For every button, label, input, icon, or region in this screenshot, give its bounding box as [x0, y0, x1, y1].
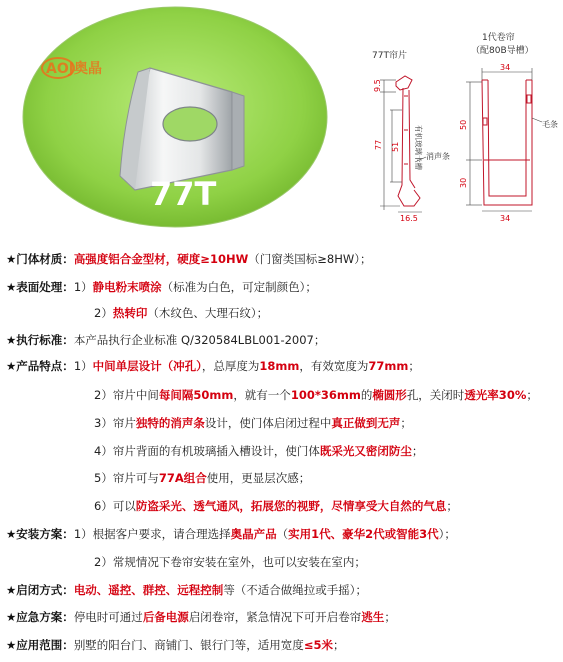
highlight-text: 18mm: [259, 359, 300, 373]
spec-text: （木纹色、大理石纹）；: [147, 306, 269, 320]
spec-label: ★启闭方式：: [6, 583, 74, 597]
highlight-text: 透光率30%: [464, 388, 527, 402]
spec-text: ；: [408, 359, 420, 373]
spec-text: 2）: [94, 306, 113, 320]
highlight-text: 椭圆形: [372, 388, 407, 402]
spec-line: [6, 306, 561, 320]
spec-label: ★表面处理：: [6, 280, 74, 294]
dim-30: 30: [459, 177, 468, 188]
spec-text: 使用，更显层次感；: [206, 471, 311, 485]
spec-label: ★安装方案：: [6, 527, 74, 541]
spec-text: 启闭卷帘，紧急情况下可开启卷帘: [188, 610, 362, 624]
spec-text: （门窗类国标≥8HW）；: [248, 252, 372, 266]
sound-strip-label: 消声条: [426, 152, 450, 161]
spec-line: [6, 610, 561, 624]
highlight-text: 独特的消声条: [135, 416, 205, 430]
spec-line: [6, 527, 561, 541]
inner-groove-label: 有机玻璃卡槽: [414, 125, 423, 170]
spec-text: 5）帘片可与: [94, 471, 159, 485]
spec-text: （: [276, 527, 289, 541]
highlight-text: 逃生: [361, 610, 385, 624]
logo-text: AOJ奥晶: [46, 61, 102, 77]
spec-label: ★门体材质：: [6, 252, 74, 266]
highlight-text: ≤5米: [303, 638, 333, 652]
spec-text: 设计，使门体启闭过程中: [204, 416, 332, 430]
drawing-right-title-1: 1代卷帘: [482, 33, 515, 43]
highlight-text: 每间隔50mm: [158, 388, 234, 402]
spec-label: ★执行标准：: [6, 333, 74, 347]
highlight-text: 奥晶产品: [230, 527, 277, 541]
spec-label: ★应急方案：: [6, 610, 74, 624]
right-dim-lines: [466, 68, 542, 211]
spec-text: ，就有一个: [233, 388, 291, 402]
highlight-text: 高强度铝合金型材，硬度≥10HW: [73, 252, 249, 266]
spec-text: ；: [446, 499, 458, 513]
spec-text: ；: [526, 388, 538, 402]
spec-text: （标准为白色，可定制颜色）；: [161, 280, 317, 294]
model-label: 77T: [150, 175, 217, 213]
spec-text: 别墅的阳台门、商铺门、银行门等，适用宽度: [73, 638, 304, 652]
dim-77: 77: [374, 139, 383, 150]
spec-text: 1）根据客户要求，请合理选择: [73, 527, 231, 541]
spec-text: 的: [360, 388, 373, 402]
spec-line: [6, 638, 561, 652]
spec-label: ★产品特点：: [6, 359, 74, 373]
spec-line: [6, 555, 561, 569]
highlight-text: 实用1代、豪华2代或智能3代: [288, 527, 439, 541]
spec-text: 孔，关闭时: [406, 388, 465, 402]
highlight-text: 防盗采光、透气通风，拓展您的视野，尽情享受大自然的气息: [135, 499, 447, 513]
spec-text: 等（不适合做绳拉或手摇）；: [223, 583, 368, 597]
highlight-text: 真正做到无声: [331, 416, 401, 430]
spec-text: ，总厚度为: [201, 359, 260, 373]
spec-text: 停电时可通过: [73, 610, 143, 624]
spec-text: ；: [400, 416, 412, 430]
drawing-left-title: 77T帘片: [372, 51, 407, 61]
spec-text: ）；: [438, 527, 456, 541]
highlight-text: 100*36mm: [290, 388, 361, 402]
highlight-text: 后备电源: [142, 610, 189, 624]
highlight-text: 热转印: [112, 306, 148, 320]
spec-text: 1）: [73, 280, 93, 294]
highlight-text: 电动、遥控、群控、远程控制: [73, 583, 224, 597]
spec-text: ；: [384, 610, 396, 624]
spec-label: ★应用范围：: [6, 638, 74, 652]
dim-34-top: 34: [500, 63, 511, 72]
dim-50: 50: [459, 119, 468, 130]
spec-line: [6, 583, 561, 597]
spec-line: [6, 280, 561, 294]
highlight-text: 既采光又密闭防尘: [319, 444, 412, 458]
spec-line: [6, 388, 561, 402]
spec-line: [6, 471, 561, 485]
spec-line: [6, 333, 561, 347]
spec-text: ；: [332, 638, 345, 652]
highlight-text: 静电粉末喷涂: [92, 280, 162, 294]
highlight-text: 中间单层设计（冲孔）: [92, 359, 202, 373]
dim-51: 51: [391, 141, 400, 152]
spec-text: 6）可以: [94, 499, 136, 513]
brush-strip-label: 毛条: [542, 120, 558, 129]
drawing-right-title-2: （配80B导槽）: [471, 46, 534, 56]
track-profile: [482, 80, 532, 205]
logo: [42, 58, 102, 78]
dim-16-5: 16.5: [400, 214, 418, 223]
spec-text: 2）帘片中间: [94, 388, 159, 402]
spec-text: 本产品执行企业标准 Q/320584LBL001-2007；: [73, 333, 326, 347]
hero-graphic: [0, 0, 563, 232]
spec-line: [6, 252, 561, 266]
spec-line: [6, 359, 561, 373]
spec-line: [6, 444, 561, 458]
spec-text: ；: [411, 444, 424, 458]
spec-line: [6, 499, 561, 513]
spec-line: [6, 416, 561, 430]
spec-text: ，有效宽度为: [299, 359, 369, 373]
spec-text: 4）帘片背面的有机玻璃插入槽设计，使门体: [94, 444, 320, 458]
spec-text: 2）常规情况下卷帘安装在室外，也可以安装在室内；: [94, 555, 366, 569]
highlight-text: 77A组合: [158, 471, 207, 485]
spec-text: 3）帘片: [94, 416, 136, 430]
highlight-text: 77mm: [368, 359, 409, 373]
product-hero: [0, 0, 563, 232]
dim-9-5: 9.5: [373, 79, 382, 92]
dim-34-bottom: 34: [500, 214, 511, 223]
spec-text: 1）: [73, 359, 93, 373]
